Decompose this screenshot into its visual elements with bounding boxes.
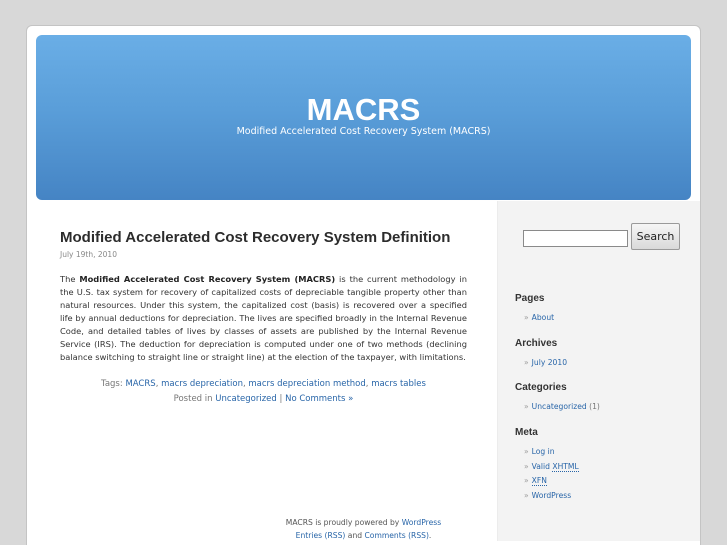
category-link[interactable]: Uncategorized — [215, 394, 277, 404]
widget-pages — [515, 293, 554, 326]
valid-xhtml-link[interactable] — [532, 462, 579, 472]
footer-line-2 — [27, 529, 700, 542]
footer-wordpress-link[interactable]: WordPress — [401, 518, 442, 527]
bullet-glyph: » — [524, 447, 529, 456]
post-category-line — [60, 392, 467, 407]
widget-categories — [515, 382, 600, 415]
meta-pipe: | — [276, 394, 286, 404]
bullet-glyph: » — [524, 313, 529, 322]
search-input[interactable] — [523, 230, 628, 247]
search-button[interactable]: Search — [631, 223, 680, 250]
bullet-glyph: » — [524, 490, 529, 500]
sidebar — [497, 201, 701, 541]
list-item — [524, 356, 567, 371]
entries-rss-link[interactable]: Entries (RSS) — [295, 531, 346, 540]
widget-meta — [515, 427, 579, 503]
page-link-about[interactable]: About — [531, 313, 555, 322]
list-item — [524, 445, 579, 460]
site-header — [36, 35, 691, 200]
archive-link-july-2010[interactable]: July 2010 — [531, 358, 568, 367]
xhtml-abbr: XHTML — [552, 461, 579, 471]
category-link-uncategorized[interactable]: Uncategorized — [531, 402, 587, 411]
list-item — [524, 489, 579, 504]
post-date: July 19th, 2010 — [60, 250, 117, 259]
tag-separator: , — [155, 379, 162, 389]
comments-link[interactable]: No Comments » — [285, 394, 354, 404]
list-item — [524, 311, 554, 326]
posted-in-label: Posted in — [173, 394, 216, 404]
wordpress-link[interactable]: WordPress — [531, 490, 572, 500]
post-body-bold-term: Modified Accelerated Cost Recovery System (MACRS) — [79, 274, 336, 284]
tag-link-macrs[interactable]: MACRS — [125, 379, 156, 389]
post-body — [60, 273, 467, 364]
widget-title-meta: Meta — [515, 427, 538, 438]
post-title[interactable]: Modified Accelerated Cost Recovery System Definition — [60, 229, 451, 246]
list-item — [524, 460, 579, 475]
widget-title-archives: Archives — [515, 338, 558, 349]
comments-rss-link[interactable]: Comments (RSS) — [364, 531, 429, 540]
widget-archives — [515, 338, 567, 371]
category-count: (1) — [589, 402, 600, 411]
bullet-glyph: » — [524, 461, 529, 471]
widget-title-categories: Categories — [515, 382, 567, 393]
valid-label: Valid — [531, 461, 553, 471]
footer-period: . — [428, 531, 432, 540]
site-title[interactable]: MACRS — [306, 92, 421, 127]
widget-title-pages: Pages — [515, 293, 545, 304]
post-body-prefix: The — [60, 274, 80, 284]
list-item — [524, 400, 600, 415]
post-body-text: is the current methodology in the U.S. tax system for recovery of capitalized costs of depreciable tangible property other than natural resources. Under this system, the capitalized cost (basis) is recovered over a specified life by annual deductions for depreciation. The lives are specified broadly in the Internal Revenue Code, and detailed tables of lives by classes of assets are published by the Internal Revenue Service (IRS). The deduction for depreciation is computed under one of two methods (declining balance switching to straight line or straight line) at the election of the taxpayer, with limitations. — [60, 274, 467, 362]
site-description: Modified Accelerated Cost Recovery System (MACRS) — [236, 126, 491, 137]
bullet-glyph: » — [524, 402, 529, 411]
tag-separator: , — [365, 379, 372, 389]
tag-link-macrs-tables[interactable]: macrs tables — [371, 379, 426, 389]
footer-and-text: and — [345, 531, 365, 540]
bullet-glyph: » — [524, 476, 529, 485]
site-footer — [27, 516, 700, 542]
page-container — [26, 25, 701, 545]
main-content — [60, 229, 467, 407]
tag-separator: , — [242, 379, 249, 389]
xfn-link[interactable]: XFN — [531, 476, 547, 485]
login-link[interactable]: Log in — [531, 447, 555, 456]
post-tags — [60, 377, 467, 392]
tag-link-macrs-depreciation[interactable]: macrs depreciation — [161, 379, 243, 389]
tag-link-macrs-depreciation-method[interactable]: macrs depreciation method — [248, 379, 366, 389]
list-item — [524, 474, 579, 489]
bullet-glyph: » — [524, 358, 529, 367]
tags-label: Tags: — [101, 379, 126, 389]
post-meta — [60, 377, 467, 407]
footer-powered-text: MACRS is proudly powered by — [285, 518, 402, 527]
footer-line-1 — [27, 516, 700, 529]
